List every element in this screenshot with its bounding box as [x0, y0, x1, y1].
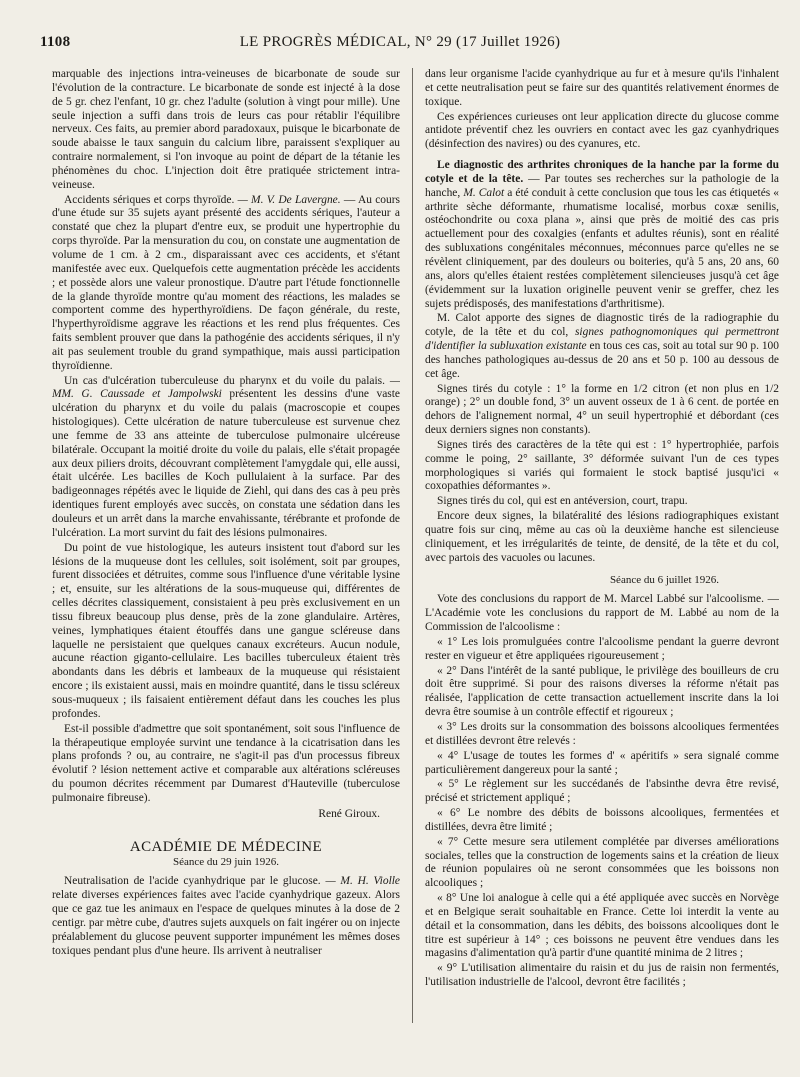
article-title: Vote des conclusions du rapport de M. Marcel Labbé sur l'alcoolisme. [437, 593, 764, 606]
paragraph: Signes tirés des caractères de la tête qui est : 1° hypertrophiée, parfois comme le poing, 2° saillante, 3° déformée suivant l'un de ces types morphologiques si variés qui formaient le stock baptisé jusqu'ici « coxopathies déformantes ». [425, 438, 779, 493]
article-body: a été conduit à cette conclusion que tous les cas étiquetés « arthrite sèche déformante, rhumatisme localisé, morbus coxæ senilis, ostéochondrite ou coxa plana », ainsi que près de moitié des cas pris actuellement pour des coxalgies (enfants et adultes réunis), sont en réalité des subluxations congénitales méconnues, méconnues parce qu'elles ne se révèlent cliniquement, par des douleurs ou boiteries, qu'à 5 ans, 20 ans, 60 ans, alors qu'elles étaient restées complètement silencieuses jusqu'à cet âge (évidemment sur la luxation originelle peuvent venir se greffer, chez les sujets prédisposés, des manifestations d'arthritisme). [425, 186, 779, 310]
running-head: LE PROGRÈS MÉDICAL, N° 29 (17 Juillet 1926) [239, 34, 561, 50]
list-item: « 6° Le nombre des débits de boissons alcooliques, fermentées et distillées, devra être limité ; [425, 807, 779, 833]
list-item: « 1° Les lois promulguées contre l'alcoolisme pendant la guerre devront rester en vigueur et être appliquées rigoureusement ; [425, 635, 779, 662]
paragraph: Signes tirés du col, qui est en antéversion, court, trapu. [437, 495, 688, 508]
article-title: Accidents sériques et corps thyroïde. [64, 193, 235, 206]
paragraph-text: en tous ces cas, soit au total sur 90 p. 100 des hanches pathologiques au-dessus de 20 ans et 50 p. 100 au dessous de cet âge. [425, 340, 779, 380]
article-body: présentent les dessins d'une vaste ulcération du pharynx et du voile du palais (macroscopie et coupes histologiques). Cette ulcération de nature tuberculeuse est survenue chez une femme de 33 ans atteinte de tuberculose pulmonaire ulcéreuse bilatérale. Occupant la moitié droite du voile du palais, elle s'était propagée aux deux piliers droits, découvrant complètement l'amygdale qui, elle aussi, était ulcérée. Les bacilles de Koch pullulaient à la surface. Par des badigeonnages répétés avec le liquide de Ziehl, qui dans des cas à peu près identiques furent employés avec succès, on constata une sédation dans les douleurs et un arrêt dans la marche envahissante, térébrante et profonde de l'ulcération. La mort survint du fait des lésions pulmonaires. [52, 388, 400, 539]
paragraph: dans leur organisme l'acide cyanhydrique au fur et à mesure qu'ils l'inhalent et cette neutralisation peut se faire sur des quantités relativement énormes de toxique. [425, 68, 779, 108]
article-acide-cyanhydrique [52, 875, 400, 958]
right-column [425, 68, 779, 1057]
article-author: M. Calot [463, 186, 505, 199]
paragraph: Signes tirés du cotyle : 1° la forme en 1/2 citron (et non plus en 1/2 orange) ; 2° un double fond, 3° un auvent osseux de 1 à 6 cent. de portée en dehors de l'alignement normal, 4° un seuil hypertrophié et débordant (ces deux derniers signes non constants). [425, 382, 779, 437]
article-author: — M. H. Violle [325, 875, 400, 888]
article-body: — Au cours d'une étude sur 35 sujets ayant présenté des accidents sériques, l'auteur a constaté que chez la plupart d'entre eux, se produit une hypertrophie du corps thyroïde. Par la mensuration du cou, on constate une augmentation de volume de 1 cm. à 2 cm., disparaissant avec ces accidents, et s'étant manifestée avec eux. Quelquefois cette augmentation précède les accidents ; et possède alors une valeur pronostique. D'autre part l'étude fonctionnelle de la glande thyroïde montre qu'au moment des réactions, les malades se comportent comme des hyperthyroïdiens. De façon générale, du reste, l'hyperthyroïdisme aggrave les réactions et les rend plus fréquentes. Ces faits semblent prouver que dans la pathogénie des accidents sériques, il n'y ait pas seulement trouble du grand sympathique, mais aussi participation thyroïdienne. [52, 193, 400, 372]
column-divider [412, 68, 413, 1023]
list-item: « 4° L'usage de toutes les formes d' « apéritifs » sera signalé comme particulièrement dangereux pour la santé ; [425, 749, 779, 776]
list-item: « 2° Dans l'intérêt de la santé publique, le privilège des bouilleurs de cru doit être supprimé. Si pour des raisons diverses la réforme n'était pas réalisée, l'application de cette transaction actuellement inscrite dans la loi devra être soumise à un contrôle effectif et rigoureux ; [425, 664, 779, 719]
article-title: Un cas d'ulcération tuberculeuse du pharynx et du voile du palais. [64, 374, 385, 387]
paragraph: Est-il possible d'admettre que soit spontanément, soit sous l'influence de la thérapeutique employée survint une tendance à la cicatrisation dans les plans profonds ? ou, au contraire, ne s'agit-il pas d'un processus fibreux évolutif ? lésion nettement active et comparable aux altérations scléreuses du poumon décrites récemment par Dumarest d'Hauteville (tuberculose pulmonaire fibreuse). [52, 722, 400, 804]
author-signature: René Giroux. [318, 807, 380, 820]
list-item: « 5° Le règlement sur les succédanés de l'absinthe devra être revisé, précisé et strictement appliqué ; [425, 778, 779, 805]
paragraph: Du point de vue histologique, les auteurs insistent tout d'abord sur les lésions de la muqueuse dont les cellules, soit isolément, soit par groupes, furent dissociées et détruites, comme sous l'influence d'une véritable lysine ; et, ensuite, sur les altérations de la sous-muqueuse qui, différentes de celles décrites classiquement, consistaient à peu près exclusivement en un tissu fibreux beaucoup plus dense, près de la zone glandulaire. Artères, veines, lymphatiques étaient étouffés dans une gangue scléreuse dans laquelle ne persistaient que quelques canaux excréteurs. Aucun nodule, aucune réaction giganto-cellulaire. Les bacilles tuberculeux étaient très abondants dans les débris et lambeaux de la muqueuse qui résistaient encore ; ils existaient aussi, mais en moindre quantité, dans le tissu scléreux sous-muqueux ; ils faisaient entièrement défaut dans les couches les plus profondes. [52, 541, 400, 720]
list-item: « 3° Les droits sur la consommation des boissons alcooliques fermentées et distillées devront être relevés : [425, 720, 779, 747]
list-item: « 9° L'utilisation alimentaire du raisin et du jus de raisin non fermentés, l'utilisation industrielle de l'alcool, devront être facilités ; [425, 962, 779, 989]
paragraph-text: M. Calot apporte des signes de diagnostic tirés de la radiographie du cotyle, de la tête et du col, [425, 312, 779, 339]
article-body: — L'Académie vote les conclusions du rapport de M. Labbé au nom de la Commission de l'alcoolisme : [425, 593, 779, 634]
list-item: « 7° Cette mesure sera utilement complétée par diverses améliorations sociales, telles que la construction de logements sains et la création de lieux de réunion populaires où ne seront consommées que les boissons non alcooliques ; [425, 835, 779, 890]
article-author: — MM. G. Caussade et Jampolwski [52, 374, 400, 401]
article-text: — Par toutes ses recherches sur la pathologie de la hanche, [425, 172, 779, 199]
emphasis-text: signes pathognomoniques qui permettront d'identifier la subluxation existante [425, 326, 779, 353]
article-alcoolisme [425, 593, 779, 635]
article-ulceration-tuberculeuse [52, 375, 400, 541]
session-date: Séance du 29 juin 1926. [172, 855, 279, 868]
paragraph: Encore deux signes, la bilatéralité des lésions radiographiques existant quatre fois sur cinq, même au cas où la deuxième hanche est silencieuse cliniquement, et les irrégularités de teinte, de densité, de la tête et du col, avec partois des vacuoles ou lacunes. [425, 510, 779, 564]
session-date: Séance du 6 juillet 1926. [609, 573, 719, 586]
left-column [52, 68, 400, 1057]
list-item: « 8° Une loi analogue à celle qui a été appliquée avec succès en Norvège et en Belgique serait souhaitable en France. Cette loi interdit la vente au détail et la consommation, dans les débits, des boissons alcooliques dont le titre est supérieur à 14° ; ces boissons ne peuvent être vendues dans les magasins d'alimentation qu'à partir d'une quantité minima de 2 litres ; [425, 892, 779, 960]
article-author: — M. V. De Lavergne. [237, 193, 341, 206]
section-title: ACADÉMIE DE MÉDECINE [129, 838, 323, 855]
page-number: 1108 [40, 34, 71, 50]
article-title: Neutralisation de l'acide cyanhydrique par le glucose. [64, 875, 321, 888]
paragraph: Ces expériences curieuses ont leur application directe du glucose comme antidote préventif chez les ouvriers en contact avec les gaz cyanhydriques (désinfection des navires) ou des cyanures, etc. [425, 110, 779, 151]
article-title: Le diagnostic des arthrites chroniques de la hanche par la forme du cotyle et de la tête. [425, 159, 779, 185]
article-accidents-seriques [52, 194, 400, 374]
paragraph [425, 312, 779, 381]
page-header [40, 34, 760, 54]
article-body: relate diverses expériences faites avec l'acide cyanhydrique gazeux. Alors que ce gaz tue les animaux en l'espace de quelques minutes à la dose de 2 centigr. par mètre cube, d'autres sujets auxquels on fait ingérer ou on injecte préalablement du glucose peuvent supporter impunément les mêmes doses toxiques pendant plus d'une heure. Ils arrivent à neutraliser [52, 889, 400, 957]
article-arthrites-hanche [425, 159, 779, 311]
paragraph: marquable des injections intra-veineuses de bicarbonate de soude sur l'évolution de la contracture. Le bicarbonate de sonde est injecté à la dose de 5 gr. chez l'enfant, 10 gr. chez l'adulte (solution à vingt pour mille). Une seule injection a suffi dans trois de leurs cas pour rétablir l'équilibre nerveux. Ces faits, au premier abord paradoxaux, puisque le bicarbonate de soude abaisse le taux sanguin du calcium libre, paraissent s'expliquer au contraire normalement, si l'on invoque au point de départ de la tétanie les phénomènes du choc. L'injection doit être pratiquée strictement intra-veineuse. [52, 68, 400, 191]
